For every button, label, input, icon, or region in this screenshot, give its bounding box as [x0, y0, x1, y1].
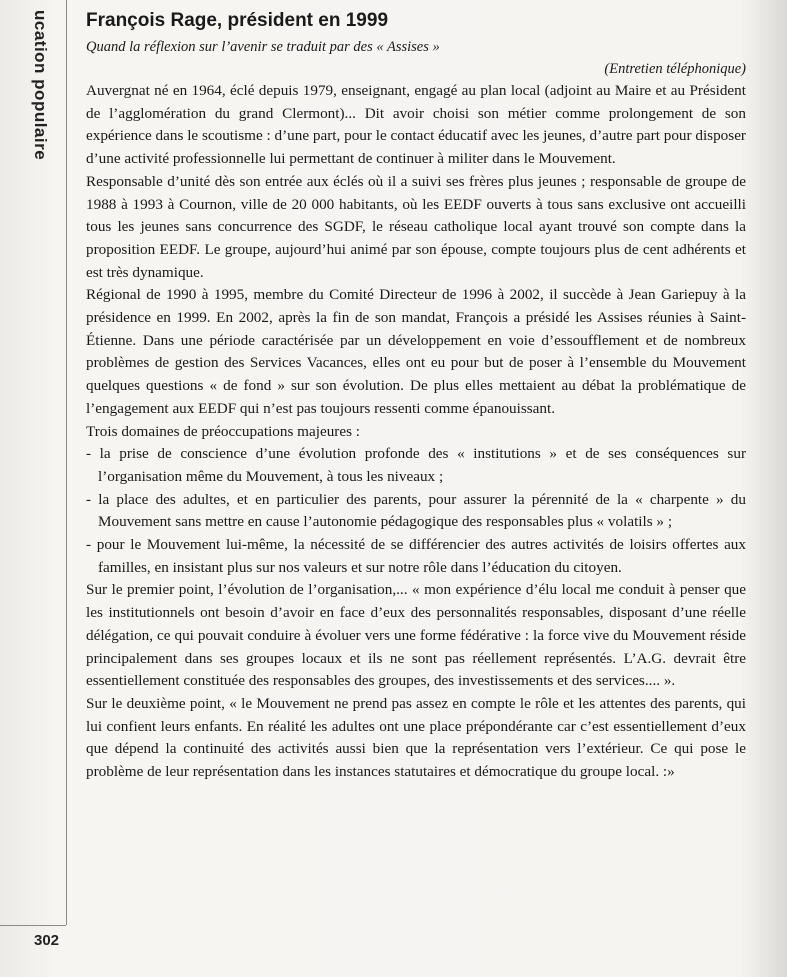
article-source: (Entretien téléphonique): [604, 61, 746, 77]
page-number: 302: [34, 932, 60, 949]
bullet-item: - pour le Mouvement lui-même, la nécessité de se différencier des autres activités de loisirs offertes aux familles, en insistant plus sur nos valeurs et sur notre rôle dans l’éducation du citoyen.: [86, 536, 746, 576]
article-subtitle: Quand la réflexion sur l’avenir se traduit par des « Assises »: [86, 39, 440, 55]
paragraph: Responsable d’unité dès son entrée aux éclés où il a suivi ses frères plus jeunes ; responsable de groupe de 1988 à 1993 à Cournon, ville de 20 000 habitants, où les EEDF ouverts à tous sans exclusive ont accueilli tous les jeunes sans concurrence des SGDF, le réseau catholique local ayant trouvé son compte dans la proposition EEDF. Le groupe, aujourd’hui animé par son épouse, compte toujours plus de cent adhérents et est très dynamique.: [86, 172, 746, 281]
bullet-item: - la prise de conscience d’une évolution profonde des « institutions » et de ses conséquences sur l’organisation même du Mouvement, à tous les niveaux ;: [86, 445, 746, 485]
margin-rule: [66, 0, 67, 925]
paragraph: Trois domaines de préoccupations majeures :: [86, 422, 361, 440]
article-title: François Rage, président en 1999: [86, 10, 389, 31]
paragraph: Régional de 1990 à 1995, membre du Comité Directeur de 1996 à 2002, il succède à Jean Gariepuy à la présidence en 1999. En 2002, après la fin de son mandat, François a présidé les Assises réunies à Saint-Étienne. Dans une période caractérisée par un développement en voie d’essoufflement et de nombreux problèmes de gestion des Services Vacances, elles ont eu pour but de poser à l’ensemble du Mouvement quelques questions « de fond » sur son évolution. De plus elles mettaient au débat la problématique de l’engagement aux EEDF qui n’est pas toujours ressenti comme épanouissant.: [86, 286, 746, 417]
paragraph: Auvergnat né en 1964, éclé depuis 1979, enseignant, engagé au plan local (adjoint au Maire et au Président de l’agglomération du grand Clermont)... Dit avoir choisi son métier comme prolongement de son expérience dans le scoutisme : d’une part, pour le contact éducatif avec les jeunes, d’autre part pour disposer d’une activité professionnelle lui permettant de continuer à militer dans le Mouvement.: [86, 82, 746, 168]
paragraph: Sur le deuxième point, « le Mouvement ne prend pas assez en compte le rôle et les attentes des parents, qui lui confient leurs enfants. En réalité les adultes ont une place prépondérante car c’est essentiellement d’eux que dépend la continuité des activités aussi bien que la représentation vers l’extérieur. Ce qui pose le problème de leur représentation dans les instances statutaires et démocratique du groupe local. :»: [86, 694, 746, 781]
footer-rule: [0, 925, 66, 926]
paragraph: Sur le premier point, l’évolution de l’organisation,... « mon expérience d’élu local me conduit à penser que les institutionnels ont besoin d’avoir en face d’eux des personnalités responsables, disposant d’une réelle délégation, ce qui pouvait conduire à évoluer vers une forme fédérative : la force vive du Mouvement réside principalement dans ses groupes locaux et ils ne sont pas réellement représentés. L’A.G. devrait être essentiellement constituée des responsables des groupes, des investissements et des services.... ».: [86, 581, 746, 690]
bullet-item: - la place des adultes, et en particulier des parents, pour assurer la pérennité de la « charpente » du Mouvement sans mettre en cause l’autonomie pédagogique des responsables plus « volatils » ;: [86, 490, 746, 531]
article: [86, 6, 746, 784]
running-head: ucation populaire: [31, 10, 50, 161]
article-body: [86, 80, 746, 784]
